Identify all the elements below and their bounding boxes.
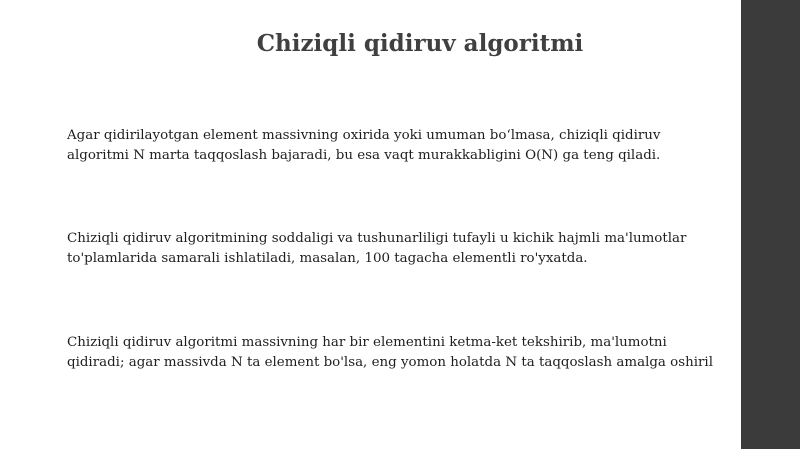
side-panel-bar	[741, 0, 800, 449]
paragraph-line: algoritmi N marta taqqoslash bajaradi, bu esa vaqt murakkabligini O(N) ga teng qiladi.	[67, 148, 661, 163]
paragraph-line: Agar qidirilayotgan element massivning oxirida yoki umuman bo‘lmasa, chiziqli qidiruv	[67, 128, 661, 143]
paragraph-line: qidiradi; agar massivda N ta element bo'lsa, eng yomon holatda N ta taqqoslash amalga oshiril	[67, 355, 713, 370]
paragraph-simplicity	[67, 229, 686, 269]
paragraph-sequential-check	[67, 333, 713, 373]
paragraph-line: to'plamlarida samarali ishlatiladi, masalan, 100 tagacha elementli ro'yxatda.	[67, 251, 588, 266]
slide-title: Chiziqli qidiruv algoritmi	[256, 30, 584, 57]
paragraph-line: Chiziqli qidiruv algoritmi massivning har bir elementini ketma-ket tekshirib, ma'lumotni	[67, 335, 667, 350]
paragraph-line: Chiziqli qidiruv algoritmining soddaligi va tushunarliligi tufayli u kichik hajmli ma'lumotlar	[67, 231, 687, 246]
paragraph-worst-case	[67, 126, 660, 166]
